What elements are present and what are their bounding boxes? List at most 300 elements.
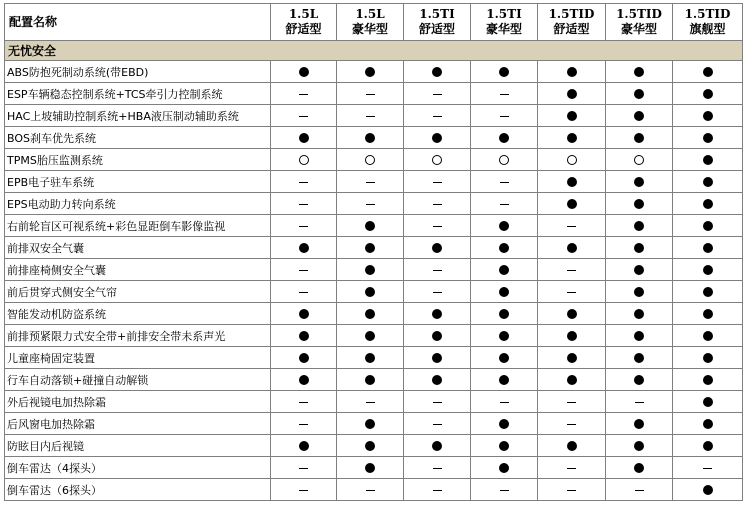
standard-dot-icon [634, 375, 644, 385]
not-available-dash-icon [433, 468, 442, 469]
standard-dot-icon [634, 463, 644, 473]
feature-name: 智能发动机防盗系统 [5, 303, 271, 325]
availability-cell [471, 479, 538, 501]
standard-dot-icon [567, 441, 577, 451]
availability-cell [673, 61, 743, 83]
standard-dot-icon [499, 265, 509, 275]
optional-ring-icon [634, 155, 644, 165]
availability-cell [404, 149, 471, 171]
availability-cell [471, 215, 538, 237]
standard-dot-icon [432, 67, 442, 77]
availability-cell [471, 457, 538, 479]
feature-name: BOS刹车优先系统 [5, 127, 271, 149]
standard-dot-icon [703, 89, 713, 99]
standard-dot-icon [567, 111, 577, 121]
standard-dot-icon [299, 133, 309, 143]
availability-cell [538, 479, 606, 501]
standard-dot-icon [634, 331, 644, 341]
availability-cell [404, 391, 471, 413]
availability-cell [606, 479, 673, 501]
availability-cell [471, 61, 538, 83]
availability-cell [271, 215, 337, 237]
standard-dot-icon [634, 111, 644, 121]
table-row [5, 325, 743, 347]
standard-dot-icon [432, 331, 442, 341]
not-available-dash-icon [299, 402, 308, 403]
availability-cell [337, 193, 404, 215]
not-available-dash-icon [433, 182, 442, 183]
availability-cell [471, 303, 538, 325]
availability-cell [471, 171, 538, 193]
availability-cell [673, 413, 743, 435]
availability-cell [404, 369, 471, 391]
availability-cell [538, 61, 606, 83]
feature-name: 外后视镜电加热除霜 [5, 391, 271, 413]
not-available-dash-icon [433, 204, 442, 205]
optional-ring-icon [432, 155, 442, 165]
availability-cell [673, 127, 743, 149]
standard-dot-icon [499, 375, 509, 385]
availability-cell [271, 281, 337, 303]
availability-cell [673, 105, 743, 127]
standard-dot-icon [499, 419, 509, 429]
availability-cell [404, 303, 471, 325]
feature-name: 前后贯穿式侧安全气帘 [5, 281, 271, 303]
availability-cell [404, 259, 471, 281]
optional-ring-icon [365, 155, 375, 165]
standard-dot-icon [567, 309, 577, 319]
not-available-dash-icon [567, 468, 576, 469]
availability-cell [538, 105, 606, 127]
standard-dot-icon [365, 287, 375, 297]
availability-cell [271, 413, 337, 435]
standard-dot-icon [432, 309, 442, 319]
availability-cell [606, 325, 673, 347]
availability-cell [337, 259, 404, 281]
column-header-trim: 豪华型 [620, 22, 657, 36]
standard-dot-icon [499, 353, 509, 363]
not-available-dash-icon [299, 94, 308, 95]
column-header-trim: 舒适型 [285, 22, 322, 36]
availability-cell [337, 215, 404, 237]
table-row [5, 105, 743, 127]
standard-dot-icon [299, 353, 309, 363]
standard-dot-icon [432, 243, 442, 253]
availability-cell [337, 457, 404, 479]
availability-cell [538, 369, 606, 391]
not-available-dash-icon [299, 182, 308, 183]
not-available-dash-icon [500, 402, 509, 403]
availability-cell [271, 435, 337, 457]
standard-dot-icon [365, 331, 375, 341]
standard-dot-icon [499, 133, 509, 143]
standard-dot-icon [365, 309, 375, 319]
availability-cell [673, 369, 743, 391]
availability-cell [404, 413, 471, 435]
column-header-engine: 1.5TID [684, 7, 731, 21]
standard-dot-icon [634, 243, 644, 253]
not-available-dash-icon [567, 292, 576, 293]
availability-cell [673, 281, 743, 303]
standard-dot-icon [703, 199, 713, 209]
feature-name: ESP车辆稳态控制系统+TCS牵引力控制系统 [5, 83, 271, 105]
column-header [538, 4, 606, 41]
not-available-dash-icon [299, 292, 308, 293]
availability-cell [673, 303, 743, 325]
availability-cell [538, 281, 606, 303]
availability-cell [606, 149, 673, 171]
column-header [673, 4, 743, 41]
availability-cell [337, 237, 404, 259]
availability-cell [673, 237, 743, 259]
availability-cell [404, 281, 471, 303]
availability-cell [606, 171, 673, 193]
standard-dot-icon [299, 309, 309, 319]
availability-cell [471, 105, 538, 127]
availability-cell [673, 215, 743, 237]
standard-dot-icon [703, 353, 713, 363]
table-row [5, 281, 743, 303]
availability-cell [404, 215, 471, 237]
standard-dot-icon [499, 441, 509, 451]
availability-cell [337, 303, 404, 325]
table-row [5, 127, 743, 149]
standard-dot-icon [299, 67, 309, 77]
optional-ring-icon [567, 155, 577, 165]
standard-dot-icon [365, 133, 375, 143]
availability-cell [271, 479, 337, 501]
availability-cell [606, 61, 673, 83]
standard-dot-icon [365, 243, 375, 253]
standard-dot-icon [634, 89, 644, 99]
not-available-dash-icon [433, 424, 442, 425]
availability-cell [471, 435, 538, 457]
standard-dot-icon [703, 441, 713, 451]
availability-cell [337, 171, 404, 193]
standard-dot-icon [299, 331, 309, 341]
availability-cell [271, 391, 337, 413]
column-header [606, 4, 673, 41]
availability-cell [538, 391, 606, 413]
standard-dot-icon [567, 133, 577, 143]
not-available-dash-icon [299, 468, 308, 469]
availability-cell [271, 237, 337, 259]
standard-dot-icon [634, 419, 644, 429]
availability-cell [271, 83, 337, 105]
standard-dot-icon [634, 199, 644, 209]
section-title: 无忧安全 [5, 41, 743, 61]
table-row [5, 149, 743, 171]
standard-dot-icon [499, 287, 509, 297]
availability-cell [404, 435, 471, 457]
not-available-dash-icon [567, 490, 576, 491]
availability-cell [271, 457, 337, 479]
not-available-dash-icon [433, 490, 442, 491]
table-row [5, 435, 743, 457]
availability-cell [538, 457, 606, 479]
availability-cell [271, 259, 337, 281]
not-available-dash-icon [703, 468, 712, 469]
availability-cell [471, 237, 538, 259]
not-available-dash-icon [433, 402, 442, 403]
availability-cell [538, 127, 606, 149]
not-available-dash-icon [366, 182, 375, 183]
standard-dot-icon [703, 397, 713, 407]
availability-cell [404, 457, 471, 479]
availability-cell [471, 391, 538, 413]
feature-name: 前排预紧限力式安全带+前排安全带未系声光 [5, 325, 271, 347]
not-available-dash-icon [500, 182, 509, 183]
availability-cell [337, 369, 404, 391]
availability-cell [471, 149, 538, 171]
standard-dot-icon [299, 243, 309, 253]
not-available-dash-icon [500, 116, 509, 117]
availability-cell [471, 259, 538, 281]
feature-name: 倒车雷达（6探头） [5, 479, 271, 501]
availability-cell [673, 435, 743, 457]
table-row [5, 457, 743, 479]
availability-cell [538, 149, 606, 171]
standard-dot-icon [634, 177, 644, 187]
standard-dot-icon [567, 177, 577, 187]
availability-cell [538, 83, 606, 105]
column-header-trim: 旗舰型 [689, 22, 726, 36]
not-available-dash-icon [433, 270, 442, 271]
standard-dot-icon [703, 221, 713, 231]
not-available-dash-icon [433, 94, 442, 95]
availability-cell [471, 193, 538, 215]
availability-cell [606, 347, 673, 369]
standard-dot-icon [703, 243, 713, 253]
standard-dot-icon [634, 221, 644, 231]
standard-dot-icon [499, 67, 509, 77]
availability-cell [538, 413, 606, 435]
standard-dot-icon [567, 243, 577, 253]
standard-dot-icon [703, 265, 713, 275]
column-header-trim: 豪华型 [485, 22, 522, 36]
standard-dot-icon [703, 309, 713, 319]
standard-dot-icon [703, 485, 713, 495]
standard-dot-icon [634, 67, 644, 77]
standard-dot-icon [499, 309, 509, 319]
availability-cell [337, 325, 404, 347]
standard-dot-icon [634, 441, 644, 451]
column-header [404, 4, 471, 41]
availability-cell [271, 149, 337, 171]
feature-name: EPS电动助力转向系统 [5, 193, 271, 215]
availability-cell [673, 479, 743, 501]
availability-cell [538, 237, 606, 259]
not-available-dash-icon [567, 424, 576, 425]
availability-cell [471, 83, 538, 105]
standard-dot-icon [703, 155, 713, 165]
availability-cell [471, 127, 538, 149]
standard-dot-icon [703, 111, 713, 121]
availability-cell [538, 325, 606, 347]
column-header-engine: 1.5TID [616, 7, 662, 21]
availability-cell [337, 391, 404, 413]
column-header-engine: 1.5L [355, 7, 385, 21]
not-available-dash-icon [299, 424, 308, 425]
availability-cell [606, 237, 673, 259]
availability-cell [404, 479, 471, 501]
standard-dot-icon [567, 353, 577, 363]
feature-name: 右前轮盲区可视系统+彩色显距倒车影像监视 [5, 215, 271, 237]
feature-name: EPB电子驻车系统 [5, 171, 271, 193]
availability-cell [404, 237, 471, 259]
feature-name: HAC上坡辅助控制系统+HBA液压制动辅助系统 [5, 105, 271, 127]
not-available-dash-icon [567, 270, 576, 271]
table-row [5, 391, 743, 413]
column-header-trim: 豪华型 [351, 22, 388, 36]
availability-cell [337, 413, 404, 435]
availability-cell [404, 325, 471, 347]
availability-cell [538, 303, 606, 325]
table-row [5, 171, 743, 193]
section-row [5, 41, 743, 61]
standard-dot-icon [432, 353, 442, 363]
availability-cell [538, 193, 606, 215]
not-available-dash-icon [366, 490, 375, 491]
table-row [5, 303, 743, 325]
standard-dot-icon [634, 309, 644, 319]
standard-dot-icon [634, 287, 644, 297]
table-body [5, 41, 743, 501]
not-available-dash-icon [299, 204, 308, 205]
availability-cell [271, 171, 337, 193]
standard-dot-icon [365, 441, 375, 451]
not-available-dash-icon [299, 270, 308, 271]
column-header-engine: 1.5TI [486, 7, 522, 21]
not-available-dash-icon [366, 94, 375, 95]
standard-dot-icon [365, 353, 375, 363]
standard-dot-icon [365, 463, 375, 473]
table-row [5, 369, 743, 391]
availability-cell [271, 325, 337, 347]
availability-cell [606, 457, 673, 479]
availability-cell [538, 347, 606, 369]
availability-cell [404, 127, 471, 149]
column-header [471, 4, 538, 41]
availability-cell [471, 413, 538, 435]
feature-name: TPMS胎压监测系统 [5, 149, 271, 171]
column-header-engine: 1.5L [288, 7, 319, 21]
availability-cell [337, 127, 404, 149]
availability-cell [538, 435, 606, 457]
availability-cell [404, 83, 471, 105]
availability-cell [471, 325, 538, 347]
standard-dot-icon [567, 89, 577, 99]
standard-dot-icon [432, 133, 442, 143]
availability-cell [538, 171, 606, 193]
feature-name: ABS防抱死制动系统(带EBD) [5, 61, 271, 83]
feature-name: 前排双安全气囊 [5, 237, 271, 259]
availability-cell [271, 369, 337, 391]
availability-cell [337, 83, 404, 105]
standard-dot-icon [567, 199, 577, 209]
standard-dot-icon [634, 353, 644, 363]
availability-cell [471, 281, 538, 303]
availability-cell [337, 347, 404, 369]
not-available-dash-icon [567, 402, 576, 403]
availability-cell [606, 127, 673, 149]
table-row [5, 347, 743, 369]
not-available-dash-icon [366, 402, 375, 403]
standard-dot-icon [499, 463, 509, 473]
availability-cell [673, 149, 743, 171]
availability-cell [673, 171, 743, 193]
availability-cell [271, 105, 337, 127]
availability-cell [673, 193, 743, 215]
availability-cell [606, 259, 673, 281]
table-row [5, 259, 743, 281]
optional-ring-icon [299, 155, 309, 165]
standard-dot-icon [432, 441, 442, 451]
table-row [5, 61, 743, 83]
availability-cell [271, 127, 337, 149]
availability-cell [271, 303, 337, 325]
feature-name: 前排座椅侧安全气囊 [5, 259, 271, 281]
availability-cell [606, 303, 673, 325]
standard-dot-icon [703, 287, 713, 297]
availability-cell [673, 391, 743, 413]
availability-cell [271, 193, 337, 215]
availability-cell [606, 83, 673, 105]
availability-cell [471, 369, 538, 391]
availability-cell [606, 193, 673, 215]
standard-dot-icon [365, 265, 375, 275]
optional-ring-icon [499, 155, 509, 165]
standard-dot-icon [703, 419, 713, 429]
availability-cell [606, 391, 673, 413]
not-available-dash-icon [433, 116, 442, 117]
standard-dot-icon [299, 375, 309, 385]
column-header [337, 4, 404, 41]
not-available-dash-icon [299, 226, 308, 227]
availability-cell [606, 435, 673, 457]
availability-cell [404, 61, 471, 83]
availability-cell [673, 325, 743, 347]
not-available-dash-icon [500, 490, 509, 491]
availability-cell [471, 347, 538, 369]
standard-dot-icon [703, 177, 713, 187]
standard-dot-icon [634, 133, 644, 143]
not-available-dash-icon [635, 402, 644, 403]
availability-cell [606, 413, 673, 435]
availability-cell [673, 83, 743, 105]
standard-dot-icon [567, 375, 577, 385]
feature-name: 防眩目内后视镜 [5, 435, 271, 457]
feature-name: 行车自动落锁+碰撞自动解锁 [5, 369, 271, 391]
standard-dot-icon [365, 375, 375, 385]
config-table [4, 3, 743, 501]
table-row [5, 237, 743, 259]
not-available-dash-icon [433, 292, 442, 293]
table-row [5, 193, 743, 215]
standard-dot-icon [432, 375, 442, 385]
availability-cell [337, 479, 404, 501]
feature-name: 儿童座椅固定装置 [5, 347, 271, 369]
availability-cell [337, 105, 404, 127]
standard-dot-icon [703, 331, 713, 341]
standard-dot-icon [703, 375, 713, 385]
standard-dot-icon [567, 67, 577, 77]
availability-cell [606, 281, 673, 303]
availability-cell [673, 457, 743, 479]
availability-cell [538, 259, 606, 281]
availability-cell [404, 347, 471, 369]
availability-cell [404, 171, 471, 193]
